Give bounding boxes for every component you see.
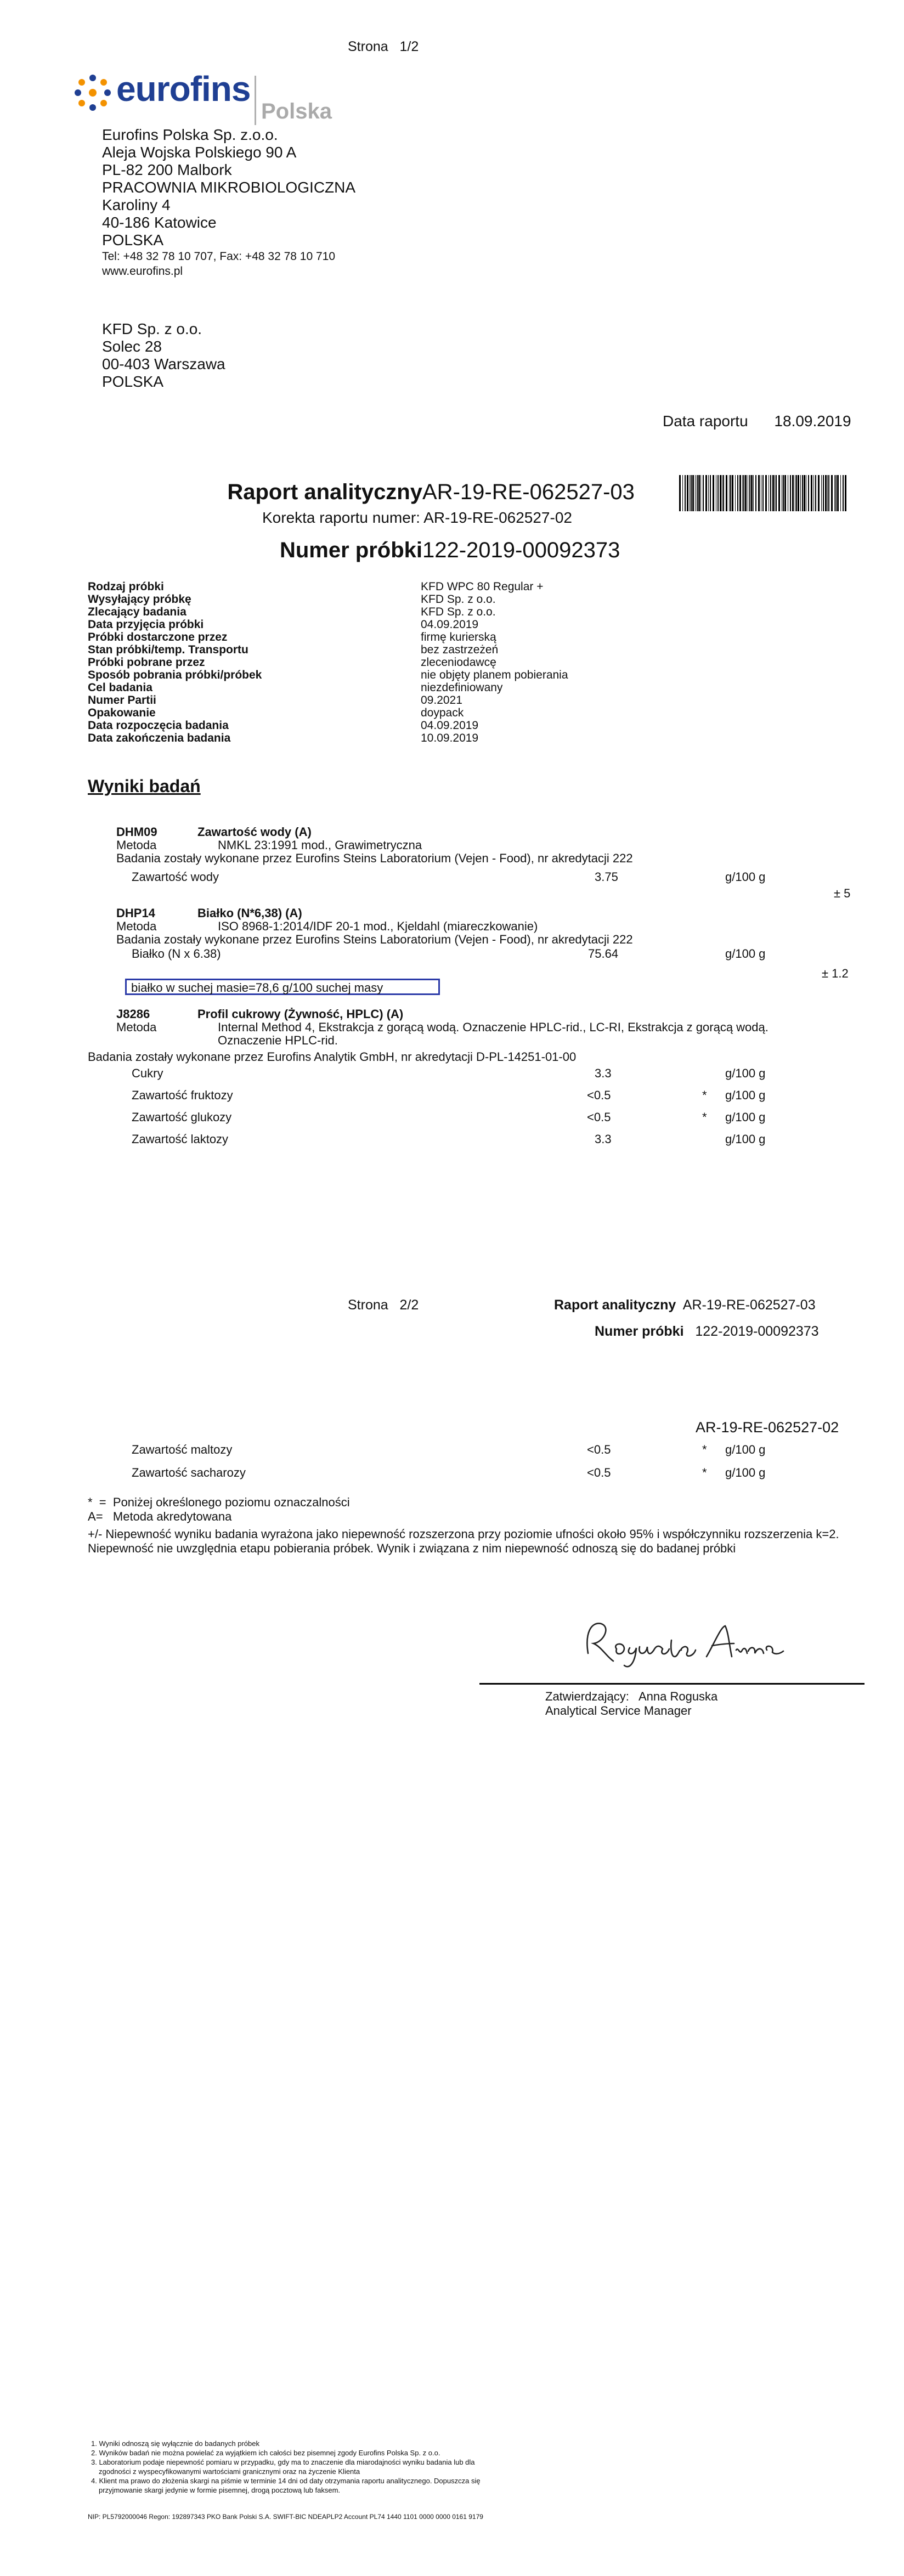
client-address: KFD Sp. z o.o. Solec 28 00-403 Warszawa POLSKA (102, 320, 225, 390)
barcode-bar (818, 475, 820, 511)
test1-uncertainty: ± 5 (834, 886, 851, 900)
barcode (679, 475, 850, 511)
handwritten-signature (577, 1611, 796, 1671)
correction-line: Korekta raportu numer: AR-19-RE-062527-02 (262, 509, 572, 526)
eurofins-logo-mark (72, 72, 113, 113)
barcode-bar (687, 475, 688, 511)
legend-line: * = Poniżej określonego poziomu oznaczalności (88, 1495, 350, 1509)
test3-performed-by: Badania zostały wykonane przez Eurofins Analytik GmbH, nr akredytacji D-PL-14251-01-00 (88, 1050, 577, 1064)
test3-row-value: 3.3 (595, 1066, 612, 1080)
test2-result-label: Białko (N x 6.38) (132, 947, 221, 961)
barcode-bar (776, 475, 777, 511)
logo-divider (255, 76, 256, 125)
barcode-bar (825, 475, 827, 511)
approver-role: Analytical Service Manager (545, 1704, 692, 1718)
barcode-bar (751, 475, 753, 511)
info-row: Opakowanie doypack (88, 707, 464, 719)
p2-row-label: Zawartość maltozy (132, 1443, 233, 1456)
barcode-bar (815, 475, 816, 511)
barcode-bar (843, 475, 844, 511)
test1-result-label: Zawartość wody (132, 870, 219, 884)
barcode-bar (835, 475, 837, 511)
test1-result-value: 3.75 (595, 870, 618, 884)
barcode-bar (798, 475, 799, 511)
barcode-bar (703, 475, 704, 511)
info-row: Stan próbki/temp. Transportu bez zastrzeżeń (88, 643, 499, 656)
report-title-label: Raport analityczny (227, 480, 422, 504)
page2-number: Strona 2/2 (348, 1297, 419, 1313)
test3-method-line2: Oznaczenie HPLC-rid. (218, 1033, 338, 1047)
test1-result-unit: g/100 g (725, 870, 766, 884)
uncertainty-note-2: Niepewność nie uwzględnia etapu pobierania próbek. Wynik i związana z nim niepewność odnoszą się do badanej próbki (88, 1541, 736, 1555)
info-row: Próbki pobrane przez zleceniodawcę (88, 656, 496, 669)
barcode-bar (682, 475, 683, 511)
barcode-bar (691, 475, 692, 511)
barcode-bar (735, 475, 736, 511)
barcode-bar (698, 475, 700, 511)
test2-uncertainty: ± 1.2 (822, 967, 849, 980)
barcode-bar (778, 475, 780, 511)
test3-name: Profil cukrowy (Żywność, HPLC) (A) (197, 1007, 404, 1021)
barcode-bar (745, 475, 747, 511)
previous-report-number: AR-19-RE-062527-02 (696, 1419, 839, 1436)
p2-row-flag: * (702, 1443, 707, 1456)
barcode-bar (705, 475, 707, 511)
test3-row-unit: g/100 g (725, 1066, 766, 1080)
barcode-bar (732, 475, 733, 511)
barcode-bar (811, 475, 812, 511)
barcode-bar (784, 475, 786, 511)
test2-boxed-note: białko w suchej masie=78,6 g/100 suchej masy (125, 979, 440, 995)
test2-method: ISO 8968-1:2014/IDF 20-1 mod., Kjeldahl (miareczkowanie) (218, 919, 538, 933)
test1-method: NMKL 23:1991 mod., Grawimetryczna (218, 838, 422, 852)
info-row: Data zakończenia badania 10.09.2019 (88, 732, 479, 744)
page2-sample-number: Numer próbki 122-2019-00092373 (595, 1324, 819, 1339)
barcode-bar (765, 475, 767, 511)
test1-name: Zawartość wody (A) (197, 825, 312, 839)
barcode-bar (723, 475, 724, 511)
test1-method-label: Metoda (116, 838, 157, 852)
barcode-bar (692, 475, 694, 511)
barcode-bar (717, 475, 719, 511)
footnotes: 1. Wyniki odnoszą się wyłącznie do badanych próbek 2. Wyników badań nie można powielać za wyjątkiem ich całości bez pisemnej zgody Eurofins Polska Sp. z o.o. 3. Laboratorium podaje niepewność pomiaru w przypadku, gdy ma to znaczenie dla miarodajności wyniku badania lub dla zgodności z wyspecyfikowanymi wartościami granicznymi oraz na życzenie Klienta 4. Klient ma prawo do złożenia skargi na piśmie w terminie 14 dni od daty otrzymania raportu analitycznego. Dopuszcza się przyjmowanie skargi jedynie w formie pisemnej, drogą pocztową lub faksem. (91, 2439, 481, 2494)
test3-row-unit: g/100 g (725, 1088, 766, 1102)
page2-report-title: Raport analityczny AR-19-RE-062527-03 (554, 1297, 816, 1313)
test3-row-flag: * (702, 1088, 707, 1102)
signature-line (479, 1683, 865, 1685)
p2-row-label: Zawartość sacharozy (132, 1466, 246, 1479)
test3-row-unit: g/100 g (725, 1110, 766, 1124)
registry-line: NIP: PL5792000046 Regon: 192897343 PKO Bank Polski S.A. SWIFT-BIC NDEAPLP2 Account PL74 1440 1101 0000 0000 0161 9179 (88, 2513, 483, 2521)
info-row: Data rozpoczęcia badania 04.09.2019 (88, 719, 479, 732)
barcode-bar (755, 475, 756, 511)
barcode-bar (790, 475, 791, 511)
test3-code: J8286 (116, 1007, 150, 1021)
test3-method-line1: Internal Method 4, Ekstrakcja z gorącą wodą. Oznaczenie HPLC-rid., LC-RI, Ekstrakcja z gorącą wodą. (218, 1020, 769, 1034)
barcode-bar (710, 475, 711, 511)
barcode-bar (840, 475, 841, 511)
p2-row-unit: g/100 g (725, 1443, 766, 1456)
barcode-bar (708, 475, 709, 511)
report-date: Data raportu 18.09.2019 (663, 413, 851, 430)
test2-name: Białko (N*6,38) (A) (197, 906, 302, 920)
barcode-bar (713, 475, 714, 511)
signature-drawing (577, 1611, 796, 1671)
barcode-bar (737, 475, 738, 511)
test3-row-flag: * (702, 1110, 707, 1124)
barcode-bar (729, 475, 730, 511)
barcode-bar (802, 475, 803, 511)
test2-code: DHP14 (116, 906, 155, 920)
test3-row-label: Zawartość laktozy (132, 1132, 229, 1146)
test3-row-label: Zawartość glukozy (132, 1110, 232, 1124)
test2-result-value: 75.64 (588, 947, 619, 961)
barcode-bar (837, 475, 839, 511)
barcode-bar (679, 475, 681, 511)
eurofins-logo (72, 70, 336, 125)
legend-line: A= Metoda akredytowana (88, 1510, 232, 1523)
sample-info-table (88, 580, 801, 767)
barcode-bar (700, 475, 701, 511)
info-row: Rodzaj próbki KFD WPC 80 Regular + (88, 580, 544, 593)
test3-row-label: Cukry (132, 1066, 163, 1080)
test3-method-label: Metoda (116, 1020, 157, 1034)
barcode-bar (792, 475, 794, 511)
barcode-bar (821, 475, 822, 511)
barcode-bar (808, 475, 809, 511)
barcode-bar (845, 475, 846, 511)
test3-row-value: 3.3 (595, 1132, 612, 1146)
barcode-bar (772, 475, 774, 511)
test3-row-unit: g/100 g (725, 1132, 766, 1146)
barcode-bar (796, 475, 797, 511)
info-row: Numer Partii 09.2021 (88, 694, 462, 707)
info-row: Data przyjęcia próbki 04.09.2019 (88, 618, 479, 631)
page-number: Strona 1/2 (348, 39, 419, 54)
logo-wordmark: eurofins (116, 69, 251, 109)
barcode-bar (823, 475, 824, 511)
p2-row-unit: g/100 g (725, 1466, 766, 1479)
info-row: Sposób pobrania próbki/próbek nie objęty planem pobierania (88, 669, 568, 681)
p2-row-flag: * (702, 1466, 707, 1479)
barcode-bar (762, 475, 764, 511)
barcode-bar (834, 475, 835, 511)
barcode-bar (783, 475, 784, 511)
barcode-bar (742, 475, 743, 511)
barcode-bar (685, 475, 686, 511)
test1-performed-by: Badania zostały wykonane przez Eurofins Steins Laboratorium (Vejen - Food), nr akredytacji 222 (116, 851, 633, 865)
barcode-bar (827, 475, 828, 511)
p2-row-value: <0.5 (587, 1466, 611, 1479)
barcode-bar (749, 475, 750, 511)
barcode-bar (813, 475, 814, 511)
barcode-bar (720, 475, 721, 511)
results-heading: Wyniki badań (88, 776, 201, 796)
report-number: AR-19-RE-062527-03 (422, 480, 635, 504)
test1-code: DHM09 (116, 825, 157, 839)
info-row: Zlecający badania KFD Sp. z o.o. (88, 606, 496, 618)
barcode-bar (753, 475, 754, 511)
info-row: Cel badania niezdefiniowany (88, 681, 503, 694)
p2-row-value: <0.5 (587, 1443, 611, 1456)
test3-row-label: Zawartość fruktozy (132, 1088, 233, 1102)
barcode-bar (697, 475, 698, 511)
barcode-bar (730, 475, 731, 511)
logo-subtitle: Polska (261, 99, 332, 123)
lab-address: Eurofins Polska Sp. z.o.o. Aleja Wojska Polskiego 90 A PL-82 200 Malbork PRACOWNIA MIKROBIOLOGICZNA Karoliny 4 40-186 Katowice POLSKA Tel: +48 32 78 10 707, Fax: +48 32 78 10 710 www.eurofins.pl (102, 126, 356, 278)
info-row: Próbki dostarczone przez firmę kurierską (88, 631, 496, 643)
approver: Zatwierdzający: Anna Roguska (545, 1690, 718, 1703)
barcode-bar (804, 475, 805, 511)
barcode-bar (831, 475, 833, 511)
barcode-bar (726, 475, 727, 511)
barcode-bar (743, 475, 744, 511)
barcode-bar (770, 475, 771, 511)
barcode-bar (800, 475, 801, 511)
test2-performed-by: Badania zostały wykonane przez Eurofins Steins Laboratorium (Vejen - Food), nr akredytacji 222 (116, 933, 633, 946)
info-row: Wysyłający próbkę KFD Sp. z o.o. (88, 593, 496, 606)
test2-result-unit: g/100 g (725, 947, 766, 961)
uncertainty-note-1: +/- Niepewność wyniku badania wyrażona jako niepewność rozszerzona przy poziomie ufności około 95% i współczynniku rozszerzenia k=2. (88, 1527, 839, 1541)
test3-row-value: <0.5 (587, 1088, 611, 1102)
barcode-bar (758, 475, 760, 511)
barcode-bar (695, 475, 696, 511)
barcode-bar (828, 475, 829, 511)
barcode-bar (739, 475, 741, 511)
test3-row-value: <0.5 (587, 1110, 611, 1124)
test2-method-label: Metoda (116, 919, 157, 933)
